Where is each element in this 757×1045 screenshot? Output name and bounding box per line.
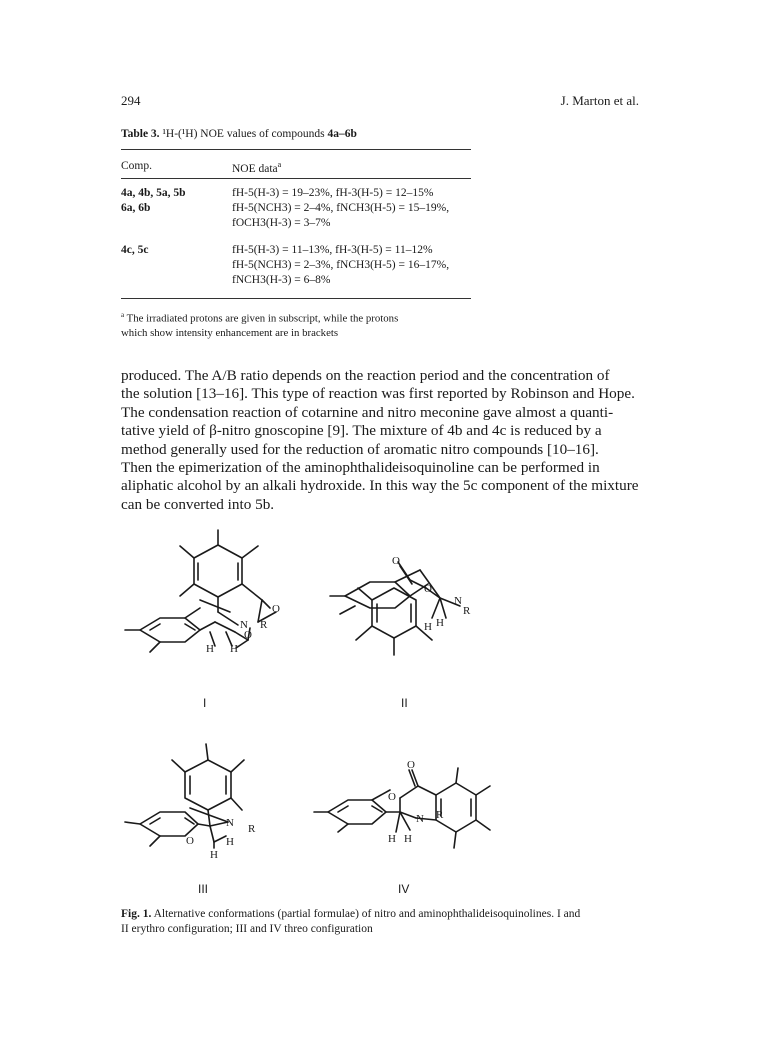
atom-h-iii-1: H — [226, 836, 234, 848]
structure-iii — [125, 744, 244, 848]
atom-h-ii-2: H — [436, 617, 444, 629]
atom-o-ii-carbonyl: O — [392, 555, 400, 567]
atom-h-iii-2: H — [210, 849, 218, 861]
structure-label-iv: IV — [398, 882, 410, 896]
figure-caption-text1: Alternative conformations (partial formulae) of nitro and aminophthalideisoquinolines. I and — [153, 908, 581, 920]
body-line-1: produced. The A/B ratio depends on the reaction period and the concentration of — [121, 367, 610, 384]
table-footnote-mark: a — [121, 311, 125, 319]
atom-r-i: R — [260, 619, 268, 631]
atom-n-ii: N — [454, 595, 462, 607]
atom-n-iii: N — [226, 817, 234, 829]
body-line-7: aliphatic alcohol by an alkali hydroxide. In this way the 5c component of the mixture — [121, 477, 639, 495]
structure-i — [125, 530, 276, 652]
body-line-8: can be converted into 5b. — [121, 495, 275, 513]
table-caption-prefix: Table 3. — [121, 128, 160, 140]
figure-caption-prefix: Fig. 1. — [121, 908, 152, 920]
atom-h-iv-2: H — [404, 833, 412, 845]
atom-o-i-carbonyl: O — [272, 603, 280, 615]
body-line-5: method generally used for the reduction of aromatic nitro compounds [10–16]. — [121, 440, 599, 458]
body-line-4: tative yield of β-nitro gnoscopine [9]. The mixture of 4b and 4c is reduced by a — [121, 422, 602, 440]
atom-o-iii: O — [186, 835, 194, 847]
table-row-1-data-line3: fOCH3(H-3) = 3–7% — [232, 217, 331, 229]
table-row-1-comp-line2: 6a, 6b — [121, 202, 151, 214]
atom-r-iv: R — [436, 809, 444, 821]
running-head: J. Marton et al. — [560, 93, 639, 108]
body-line-2: the solution [13–16]. This type of reaction was first reported by Robinson and Hope. — [121, 385, 635, 403]
structure-iv — [314, 768, 490, 848]
structure-label-iii: III — [198, 882, 209, 896]
atom-r-iii: R — [248, 823, 256, 835]
atom-h-ii-1: H — [424, 621, 432, 633]
table-row-2-data-line1: fH-5(H-3) = 11–13%, fH-3(H-5) = 11–12% — [232, 244, 433, 256]
structure-ii — [330, 562, 460, 655]
body-line-6: Then the epimerization of the aminophthalideisoquinoline can be performed in — [121, 459, 600, 477]
table-row-1-data-line1: fH-5(H-3) = 19–23%, fH-3(H-5) = 12–15% — [232, 187, 434, 199]
atom-n-iv: N — [416, 813, 424, 825]
figure-caption-line2: II erythro configuration; III and IV threo configuration — [121, 923, 373, 935]
table-row-1-data-line2: fH-5(NCH3) = 2–4%, fNCH3(H-5) = 15–19%, — [232, 202, 450, 214]
table-header-comp: Comp. — [121, 160, 152, 172]
page-number: 294 — [121, 93, 141, 108]
table-row-2-data-line2: fH-5(NCH3) = 2–3%, fNCH3(H-5) = 16–17%, — [232, 259, 450, 271]
atom-r-ii: R — [463, 605, 471, 617]
atom-o-iv-carbonyl: O — [407, 759, 415, 771]
atom-o-i-ring: O — [244, 629, 252, 641]
atom-n-i: N — [240, 619, 248, 631]
atom-h-iv-1: H — [388, 833, 396, 845]
atom-h-i-2: H — [230, 643, 238, 655]
table-caption-compounds: 4a–6b — [327, 128, 357, 140]
body-line-3: The condensation reaction of cotarnine and nitro meconine gave almost a quanti- — [121, 403, 614, 421]
atom-h-i-1: H — [206, 643, 214, 655]
table-footnote-text1: The irradiated protons are given in subscript, while the protons — [126, 312, 399, 325]
table-header-noe-mark: a — [277, 160, 282, 169]
table-footnote-line2: which show intensity enhancement are in brackets — [121, 326, 339, 339]
table-header-noe-label: NOE data — [232, 162, 278, 175]
figure-caption-line1 — [121, 907, 641, 922]
table-caption-text: ¹H-(¹H) NOE values of compounds — [162, 128, 325, 140]
figure-caption — [121, 907, 641, 937]
table-row-2-comp-line1: 4c, 5c — [121, 244, 149, 256]
structure-label-i: I — [203, 696, 207, 710]
structure-label-ii: II — [401, 696, 408, 710]
atom-o-iv-ring: O — [388, 791, 396, 803]
table-row-2-data-line3: fNCH3(H-3) = 6–8% — [232, 274, 331, 286]
table-row-1-comp-line1: 4a, 4b, 5a, 5b — [121, 187, 186, 199]
atom-o-ii-ring: O — [424, 583, 432, 595]
